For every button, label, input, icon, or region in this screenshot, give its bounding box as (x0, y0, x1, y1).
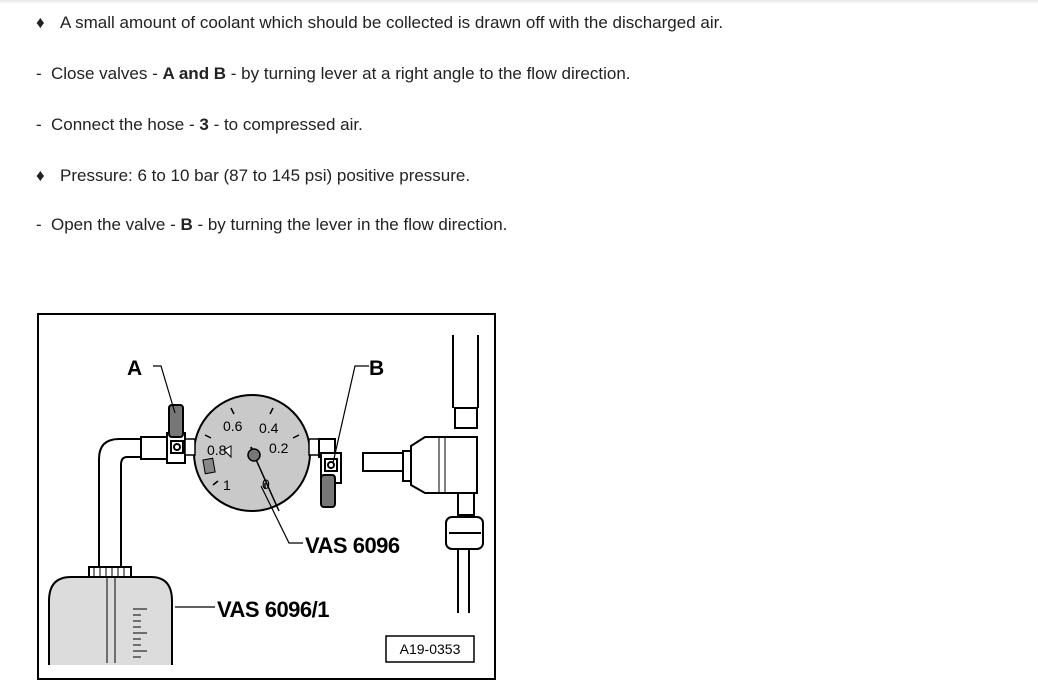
step-4 (36, 165, 470, 187)
step-text-bold: 3 (199, 115, 209, 134)
step-1 (36, 12, 723, 34)
collection-bottle (49, 567, 172, 665)
step-text-post: - to compressed air. (208, 115, 363, 134)
step-text-pre: Open the valve - (51, 215, 181, 234)
gauge-tick-label: 0.8 (207, 442, 227, 458)
step-text: A small amount of coolant which should be collected is drawn off with the discharged air. (60, 13, 724, 32)
bullet-dash: - (36, 115, 42, 134)
step-3 (36, 114, 363, 136)
step-2 (36, 63, 631, 85)
gauge-tick-label: 0.6 (223, 418, 243, 434)
step-text-bold: B (180, 215, 193, 234)
gauge-tick-label: 0.2 (269, 440, 289, 456)
bullet-dash: - (36, 215, 42, 234)
step-text-post: - by turning the lever in the flow direction. (192, 215, 508, 234)
step-text-pre: Close valves - (51, 64, 163, 83)
gauge-tick-label: 0 (262, 476, 270, 492)
figure-id: A19-0353 (399, 641, 461, 657)
top-shadow (0, 0, 1038, 4)
pipe-right (363, 453, 403, 471)
gauge-tick-label: 1 (223, 477, 231, 493)
label-b: B (369, 357, 385, 380)
vas-6096-illustration (37, 313, 496, 680)
tool-label-vas-6096: VAS 6096 (305, 533, 400, 558)
step-text-post: - by turning lever at a right angle to the flow direction. (226, 64, 631, 83)
bullet-diamond: ♦ (36, 166, 45, 185)
tool-label-vas-6096-1: VAS 6096/1 (217, 597, 330, 622)
gauge-tick-label: 0.4 (259, 420, 279, 436)
step-text: Pressure: 6 to 10 bar (87 to 145 psi) positive pressure. (60, 166, 471, 185)
bullet-dash: - (36, 64, 42, 83)
coupler (403, 437, 477, 493)
step-text-bold: A and B (162, 64, 227, 83)
step-text-pre: Connect the hose - (51, 115, 200, 134)
bullet-diamond: ♦ (36, 13, 45, 32)
label-a: A (127, 357, 143, 380)
step-5 (36, 214, 507, 236)
